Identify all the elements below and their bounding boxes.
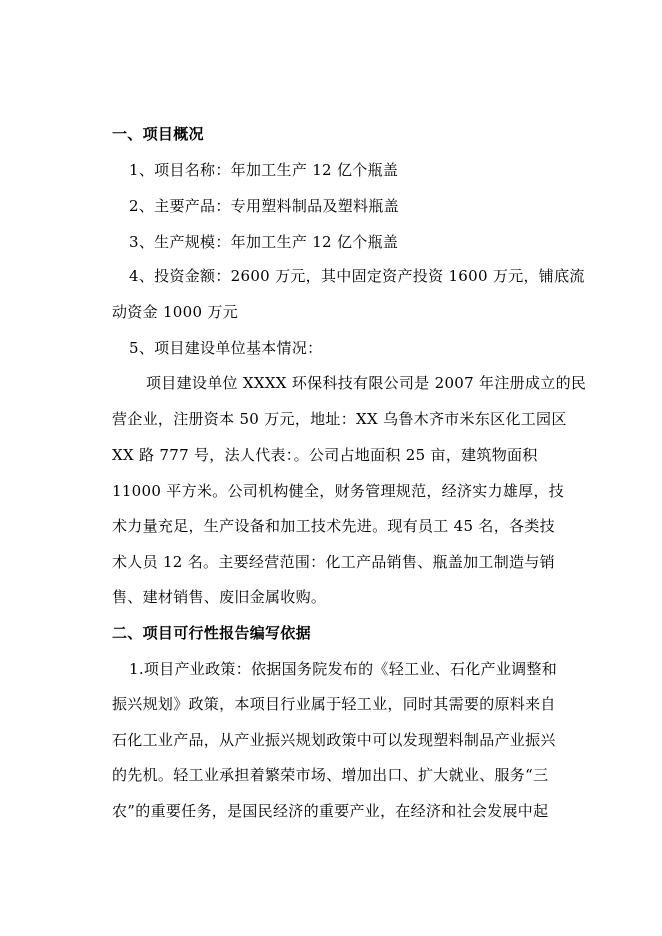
item-investment-line1: 4、投资金额：2600 万元，其中固定资产投资 1600 万元，铺底流: [129, 267, 585, 285]
paragraph-line: 术人员 12 名。主要经营范围：化工产品销售、瓶盖加工制造与销: [112, 553, 555, 571]
paragraph-line: 农”的重要任务，是国民经济的重要产业，在经济和社会发展中起: [112, 802, 549, 820]
item-project-name: 1、项目名称：年加工生产 12 亿个瓶盖: [129, 161, 399, 179]
item-investment-line2: 动资金 1000 万元: [112, 303, 239, 321]
paragraph-line: 项目建设单位 XXXX 环保科技有限公司是 2007 年注册成立的民: [146, 374, 587, 392]
paragraph-line: XX 路 777 号，法人代表：。公司占地面积 25 亩，建筑物面积: [112, 446, 538, 464]
paragraph-line: 售、建材销售、废旧金属收购。: [112, 588, 327, 606]
item-main-products: 2、主要产品：专用塑料制品及塑料瓶盖: [129, 197, 399, 215]
paragraph-line: 的先机。轻工业承担着繁荣市场、增加出口、扩大就业、服务“三: [112, 766, 549, 784]
paragraph-line: 1.项目产业政策：依据国务院发布的《轻工业、石化产业调整和: [129, 660, 558, 678]
paragraph-line: 振兴规划》政策，本项目行业属于轻工业，同时其需要的原料来自: [112, 695, 556, 713]
paragraph-line: 术力量充足，生产设备和加工技术先进。现有员工 45 名，各类技: [112, 517, 555, 535]
item-construction-unit: 5、项目建设单位基本情况：: [129, 339, 323, 357]
paragraph-line: 营企业，注册资本 50 万元，地址：XX 乌鲁木齐市米东区化工园区: [112, 410, 567, 428]
paragraph-line: 石化工业产品，从产业振兴规划政策中可以发现塑料制品产业振兴: [112, 731, 556, 749]
section-heading-feasibility-basis: 二、项目可行性报告编写依据: [112, 624, 311, 642]
section-heading-project-overview: 一、项目概况: [112, 125, 204, 143]
item-production-scale: 3、生产规模：年加工生产 12 亿个瓶盖: [129, 233, 399, 251]
paragraph-line: 11000 平方米。公司机构健全，财务管理规范，经济实力雄厚，技: [112, 482, 565, 500]
